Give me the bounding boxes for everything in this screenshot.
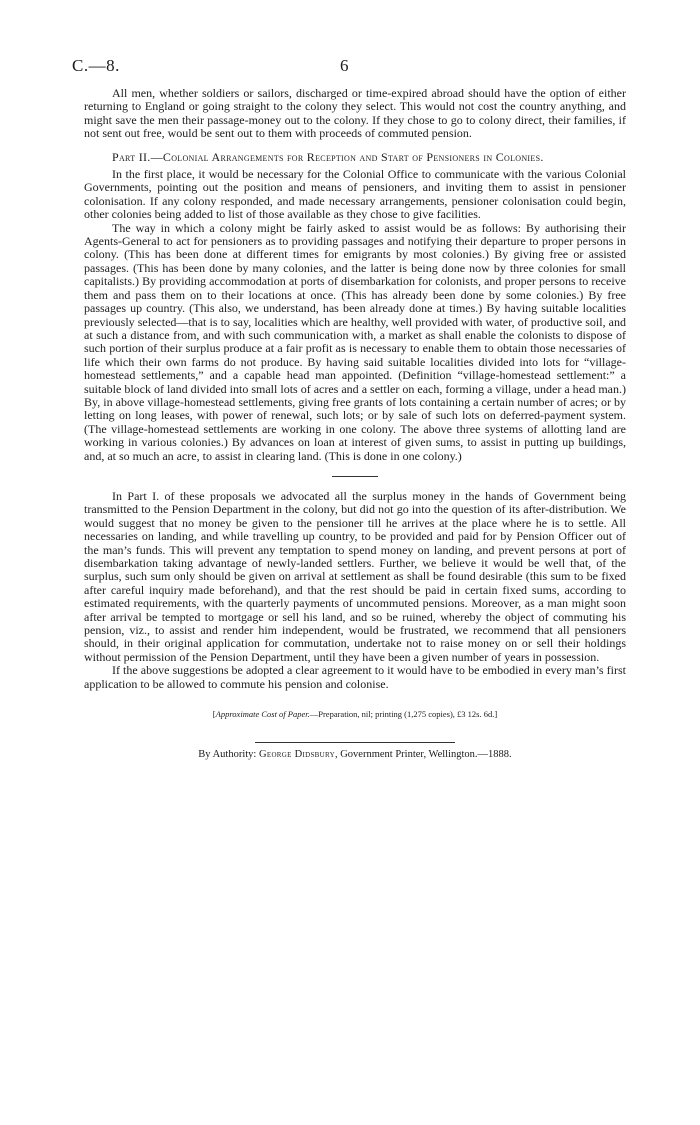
page-number: 6 bbox=[340, 56, 349, 75]
cost-label: Approximate Cost of Paper. bbox=[215, 709, 310, 720]
paragraph-colony-assistance: The way in which a colony might be fairly asked to assist would be as follows: By authorising their Agents-General to act for pensioners as to providing passages and notifying their departure to proper persons in colony. (This has been done at different times for emigrants by most colonies.) By giving free or assisted passages. (This has been done by many colonies, and the latter is being done now by three colonies for small capitalists.) By providing accommodation at ports of disembarkation for colonists, and proper persons to receive them and pass them on to their locations at once. (This has already been done by some colonies.) By free passages up country. (This also, we understand, has been already done at times.) By having suitable localities previously selected—that is to say, localities which are healthy, well provided with water, of productive soil, and at such a distance from, and with such communication with, a market as shall enable the colonists to dispose of such portion of their surplus produce at a fair profit as is necessary to enable them to obtain those necessaries of life which their own farms do not produce. By having said suitable localities divided into lots for “village-homestead settlements,” and a capable head man appointed. (Definition “village-homestead settlement:” a suitable block of land divided into small lots of acres and a settler on each, forming a village, under a head man.) By, in above village-homestead settlements, giving free grants of lots containing a certain number of acres; or by letting on long leases, with power of renewal, such lots; or by sale of such lots on deferred-payment system. (The village-homestead settlements are working in one colony. The above three systems of allotting land are working in various colonies.) By advances on loan at interest of given sums, to assist in putting up buildings, and, at so much an acre, to assist in clearing land. (This is done in one colony.) bbox=[84, 220, 626, 463]
page-header bbox=[72, 56, 632, 78]
body-text bbox=[84, 87, 626, 761]
printer-imprint bbox=[84, 748, 626, 761]
authority-prefix: By Authority: bbox=[198, 749, 257, 761]
document-code: C.—8. bbox=[72, 56, 120, 75]
section-part-label: Part II.— bbox=[112, 149, 163, 164]
section-title: Colonial Arrangements for Reception and Start of Pensioners in Colonies. bbox=[162, 149, 544, 164]
section-divider bbox=[332, 476, 378, 477]
cost-of-paper-note: [Approximate Cost of Paper.—Preparation, nil; printing (1,275 copies), £3 12s. 6d.] bbox=[212, 709, 498, 720]
footer-divider bbox=[255, 742, 455, 743]
authority-suffix: , Government Printer, Wellington.—1888. bbox=[334, 749, 512, 761]
paragraph-money-distribution: In Part I. of these proposals we advocated all the surplus money in the hands of Government being transmitted to the Pension Department in the colony, but did not go into the question of its after-distribution. We would suggest that no money be given to the pensioner till he arrives at the place where he is to settle. All necessaries on landing, and while travelling up country, to be provided and paid for by Pension Officer out of the man’s funds. This will prevent any temptation to spend money on landing, and prevent persons at port of disembarkation taking advantage of newly-landed settlers. Further, we believe it would be well that, of the surplus, such sum only should be given on arrival at settlement as shall be found desirable (this sum to be fixed after careful inquiry made beforehand), and that the rest should be paid in certain fixed sums, according to estimated requirements, with the quarterly payments of uncommuted pensions. Moreover, as a man might soon after arrival be tempted to mortgage or sell his land, and so be ruined, whereby the object of commuting his pension, viz., to assist and render him independent, would be frustrated, we recommend that all pensioners should, in their original application for commutation, undertake not to raise money on or sell their holdings without permission of the Pension Department, until they have been a given number of years in possession. bbox=[84, 488, 626, 664]
cost-details: —Preparation, nil; printing (1,275 copies), £3 12s. 6d. bbox=[309, 709, 495, 720]
paragraph-first-place: In the first place, it would be necessary for the Colonial Office to communicate with the various Colonial Governments, pointing out the position and means of pensioners, and inviting them to assist in pensioner colonisation. If any colony responded, and made necessary arrangements, pensioner colonisation could begin, other colonies being added to list of those available as they chose to give facilities. bbox=[84, 167, 626, 222]
printer-name: George Didsbury bbox=[258, 749, 335, 761]
paragraph-agreement: If the above suggestions be adopted a clear agreement to it would have to be embodied in every man’s first application to be allowed to commute his pension and colonise. bbox=[84, 663, 626, 691]
section-heading bbox=[84, 151, 626, 164]
paragraph-return-option: All men, whether soldiers or sailors, discharged or time-expired abroad should have the option of either returning to England or going straight to the colony they select. This would not cost the country anything, and might save the men their passage-money out to the colony. If they chose to go to colony direct, their families, if not sent out free, would be sent out to them with proceeds of commuted pension. bbox=[84, 86, 626, 141]
